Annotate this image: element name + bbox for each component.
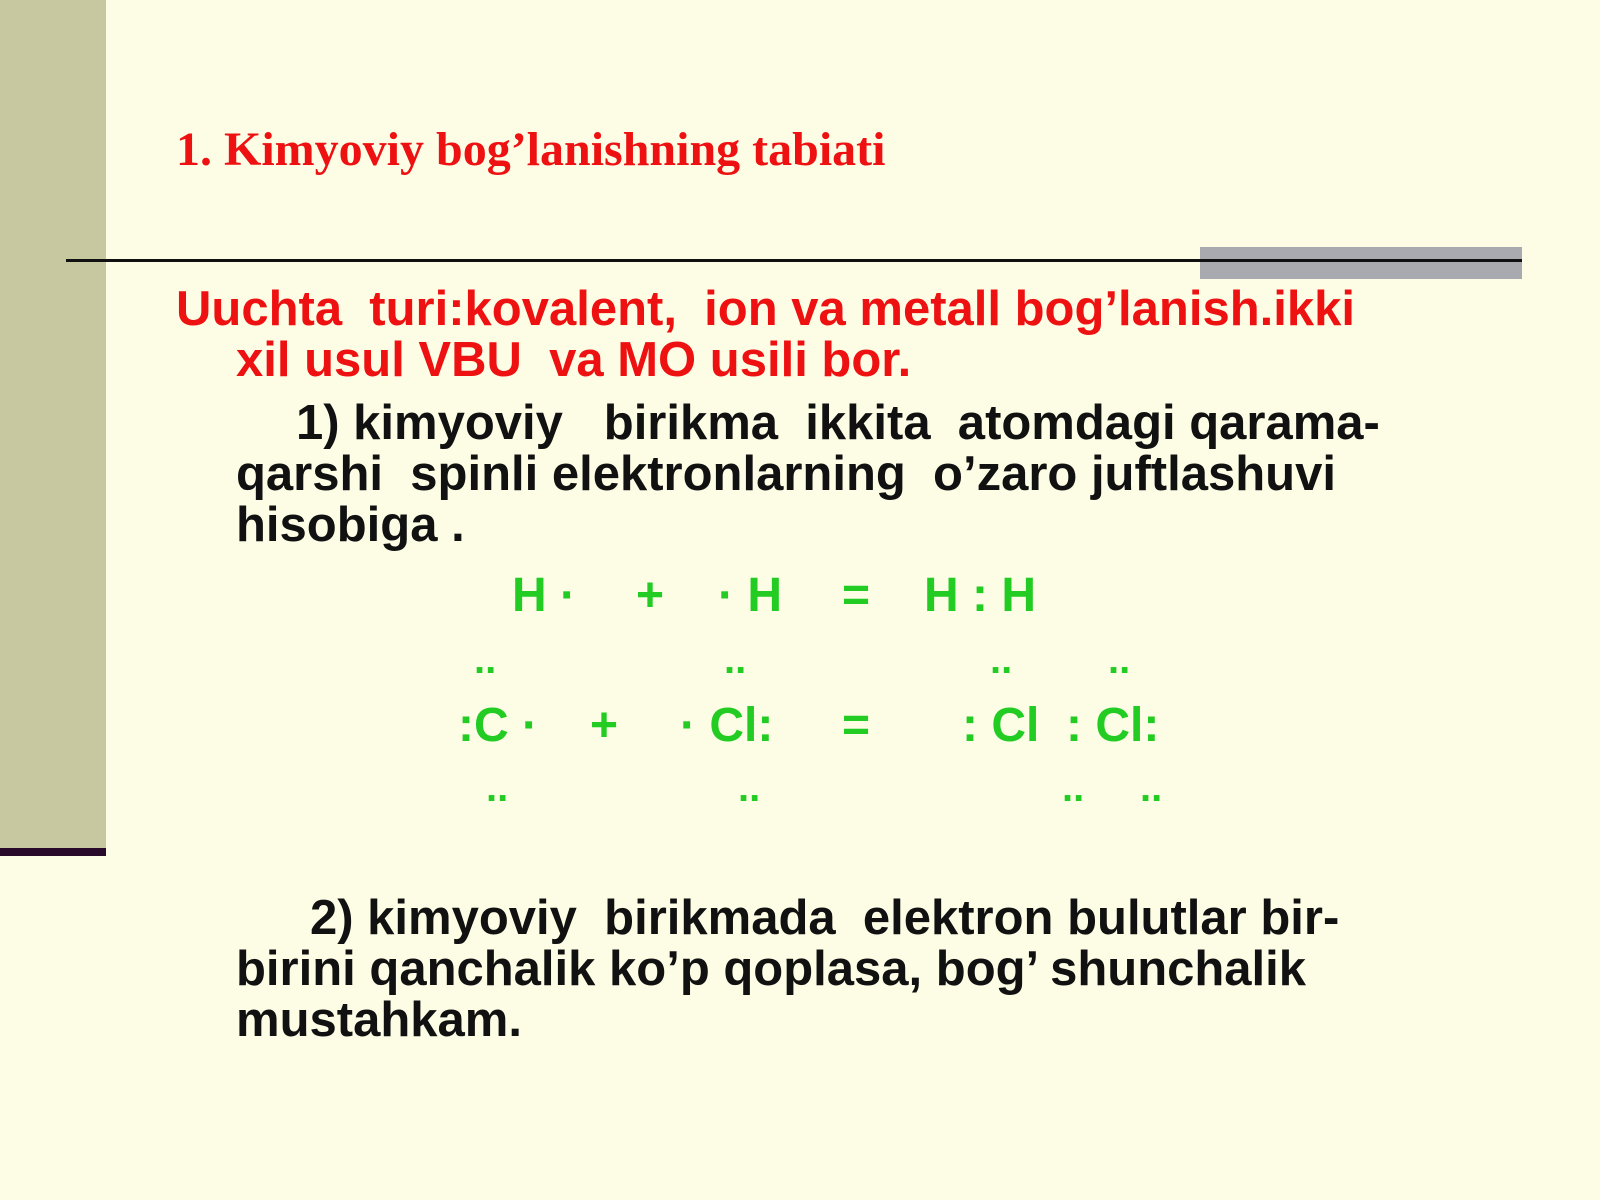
cl-top-dots-1: .. <box>474 638 497 682</box>
cl-plus-sign: + <box>590 699 619 752</box>
cl-bottom-dots-2: .. <box>738 766 761 810</box>
cl2-molecule: : Cl : Cl: <box>962 699 1160 752</box>
point-2-line-3: mustahkam. <box>236 993 522 1047</box>
cl-atom-left: :C · <box>458 699 538 752</box>
title-rule-shadow <box>1200 247 1522 279</box>
cl-atom-right: · Cl: <box>680 699 774 752</box>
cl-bottom-dots-3: .. <box>1062 766 1085 810</box>
cl-bottom-dots-4: .. <box>1140 766 1163 810</box>
h2-molecule: H : H <box>924 569 1036 622</box>
left-accent-bar-base <box>0 848 106 856</box>
point-1-line-1: 1) kimyoviy birikma ikkita atomdagi qarama- <box>296 396 1380 450</box>
point-2-line-1: 2) kimyoviy birikmada elektron bulutlar bir- <box>310 891 1340 945</box>
cl-top-dots-3: .. <box>990 638 1013 682</box>
h-plus-sign: + <box>636 569 665 622</box>
intro-line-2: xil usul VBU va MO usili bor. <box>236 333 912 387</box>
cl-top-dots-4: .. <box>1108 638 1131 682</box>
cl-bottom-dots-1: .. <box>486 766 509 810</box>
h-atom-left: H · <box>512 569 576 622</box>
cl-top-dots-2: .. <box>724 638 747 682</box>
point-1-line-2: qarshi spinli elektronlarning o’zaro juftlashuvi <box>236 447 1336 501</box>
h-atom-right: · H <box>718 569 782 622</box>
left-accent-bar <box>0 0 106 850</box>
point-1-line-3: hisobiga . <box>236 498 465 552</box>
h-equals-sign: = <box>842 569 871 622</box>
title-rule <box>66 259 1522 262</box>
slide-title: 1. Kimyoviy bog’lanishning tabiati <box>176 123 886 176</box>
point-2-line-2: birini qanchalik ko’p qoplasa, bog’ shunchalik <box>236 942 1307 996</box>
cl-equals-sign: = <box>842 699 871 752</box>
intro-line-1: Uuchta turi:kovalent, ion va metall bog’lanish.ikki <box>176 282 1355 336</box>
